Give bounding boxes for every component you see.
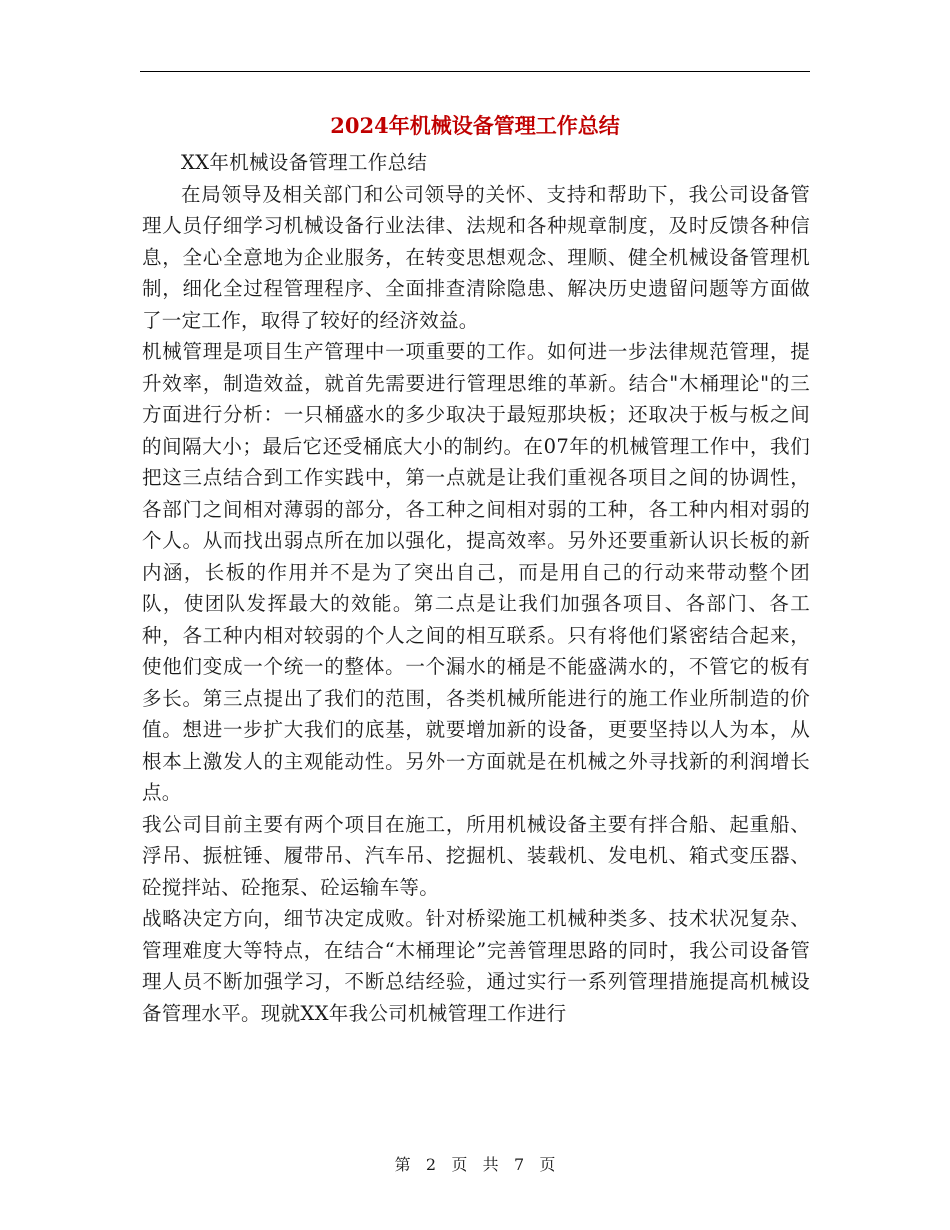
footer-page-prefix: 第 xyxy=(394,1155,411,1174)
header-rule xyxy=(140,71,810,72)
footer-total-prefix: 共 xyxy=(482,1155,499,1174)
footer-current-page: 2 xyxy=(425,1155,437,1174)
footer-total-pages: 7 xyxy=(513,1155,525,1174)
paragraph-intro: 在局领导及相关部门和公司领导的关怀、支持和帮助下，我公司设备管理人员仔细学习机械设备行业法律、法规和各种规章制度，及时反馈各种信息，全心全意地为企业服务，在转变思想观念、理顺、健全机械设备管理机制，细化全过程管理程序、全面排查清除隐患、解决历史遗留问题等方面做了一定工作，取得了较好的经济效益。 xyxy=(142,182,810,332)
paragraph-subtitle: XX年机械设备管理工作总结 xyxy=(181,151,428,174)
footer-page-suffix: 页 xyxy=(539,1155,556,1174)
paragraph-bucket-theory: 机械管理是项目生产管理中一项重要的工作。如何进一步法律规范管理，提升效率，制造效益，就首先需要进行管理思维的革新。结合"木桶理论"的三方面进行分析：一只桶盛水的多少取决于最短那块板；还取决于板与板之间的间隔大小；最后它还受桶底大小的制约。在07年的机械管理工作中，我们把这三点结合到工作实践中，第一点就是让我们重视各项目之间的协调性，各部门之间相对薄弱的部分，各工种之间相对弱的工种，各工种内相对弱的个人。从而找出弱点所在加以强化，提高效率。另外还要重新认识长板的新内涵，长板的作用并不是为了突出自己，而是用自己的行动来带动整个团队，使团队发挥最大的效能。第二点是让我们加强各项目、各部门、各工种，各工种内相对较弱的个人之间的相互联系。只有将他们紧密结合起来，使他们变成一个统一的整体。一个漏水的桶是不能盛满水的，不管它的板有多长。第三点提出了我们的范围，各类机械所能进行的施工作业所制造的价值。想进一步扩大我们的底基，就要增加新的设备，更要坚持以人为本，从根本上激发人的主观能动性。另外一方面就是在机械之外寻找新的利润增长点。 xyxy=(142,340,810,804)
paragraph-strategy: 战略决定方向，细节决定成败。针对桥梁施工机械种类多、技术状况复杂、管理难度大等特点，在结合“木桶理论”完善管理思路的同时，我公司设备管理人员不断加强学习，不断总结经验，通过实行一系列管理措施提高机械设备管理水平。现就XX年我公司机械管理工作进行 xyxy=(142,907,810,1025)
page-footer xyxy=(0,1154,950,1176)
footer-page-mid: 页 xyxy=(451,1155,468,1174)
document-body xyxy=(142,147,810,1029)
document-title: 2024年机械设备管理工作总结 xyxy=(330,113,620,138)
paragraph-equipment-list: 我公司目前主要有两个项目在施工，所用机械设备主要有拌合船、起重船、浮吊、振桩锤、履带吊、汽车吊、挖掘机、装载机、发电机、箱式变压器、砼搅拌站、砼拖泵、砼运输车等。 xyxy=(142,812,810,899)
